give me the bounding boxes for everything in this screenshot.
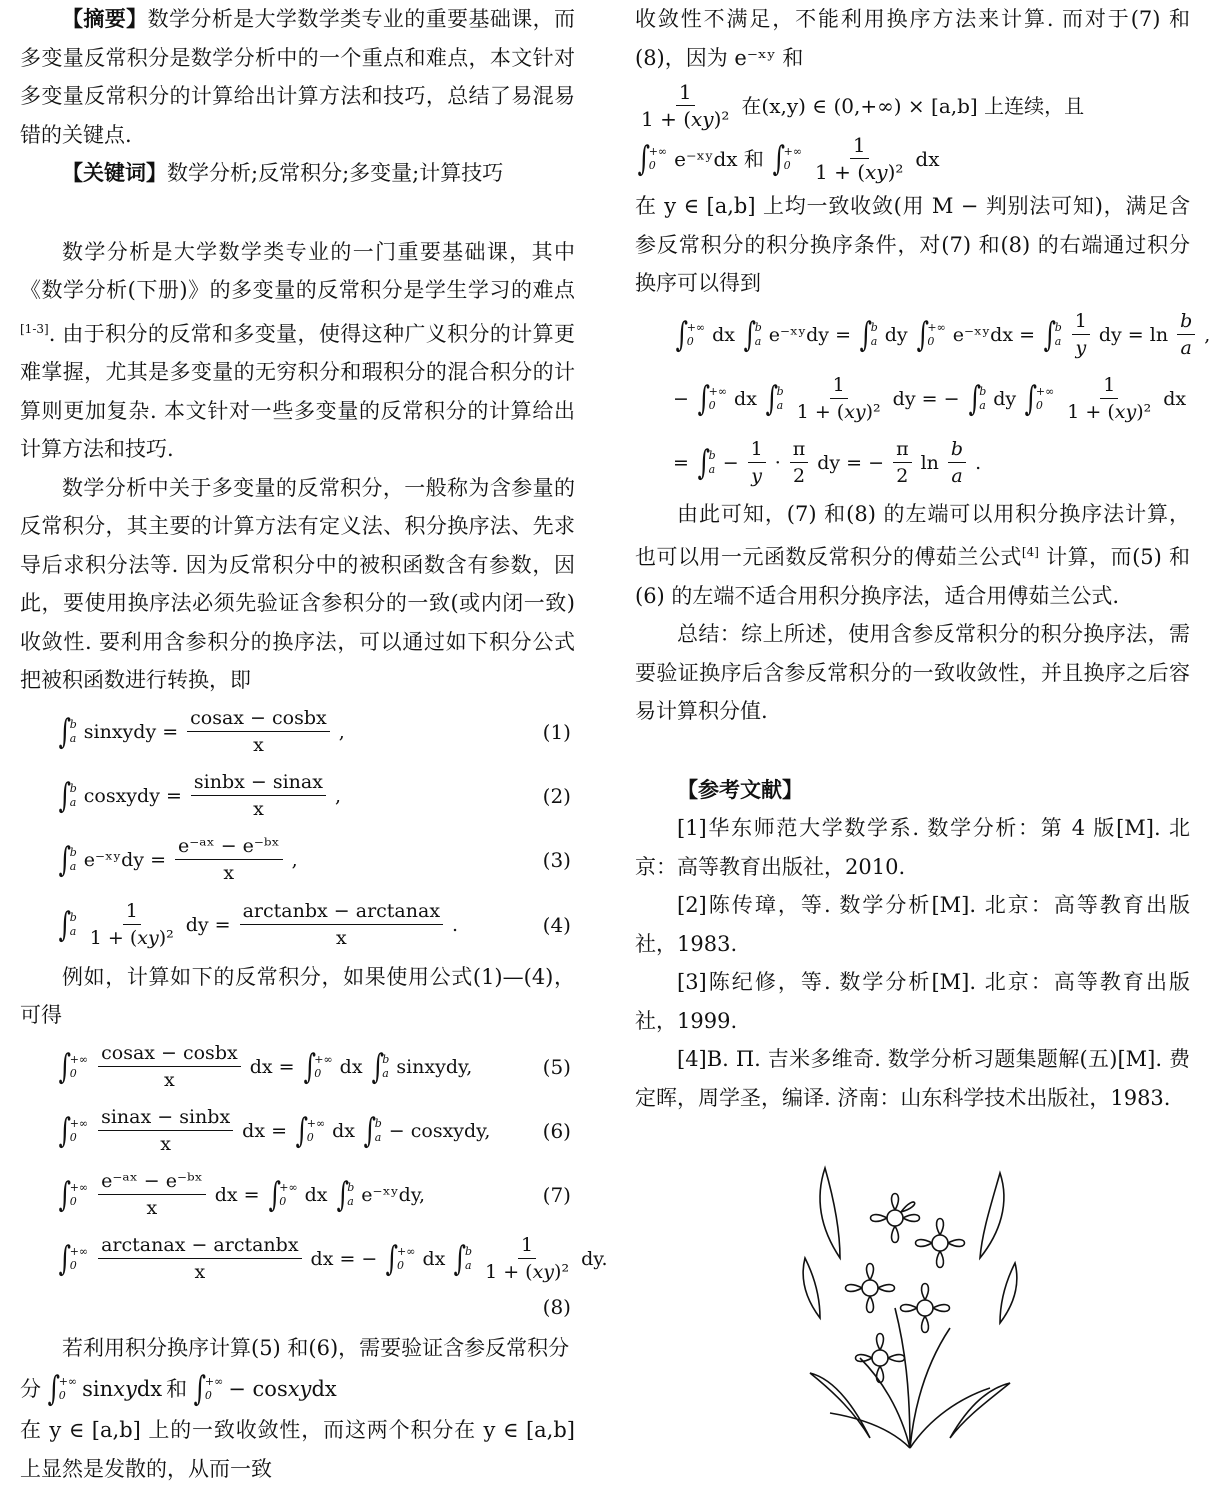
derivation-3: = ∫ b a − $\frac{1}{y}$ · $\frac{\pi}{2}$ dy = − $\frac{\pi}{2}$ ln $\frac{b}{a}$ . <box>673 438 982 487</box>
equation-8: ∫ +∞ 0 $\frac{\text{arctanax − arctanbx}}{x}$ dx = − ∫ +∞ 0 dx ∫ b a $\frac{1}{\text{1 + (xy)²}}$ dy. <box>58 1234 608 1283</box>
example-paragraph: 例如，计算如下的反常积分，如果使用公式(1)—(4)，可得 <box>20 964 575 1027</box>
convergence-integrals: ∫ +∞ 0 e⁻ˣʸdx 和 ∫ +∞ 0 $\frac{1}{\text{1 + (xy)²}}$ dx <box>637 133 940 184</box>
reference-item: [1]华东师范大学数学系. 数学分析：第 4 版[M]. 北京：高等教育出版社，2010. <box>635 816 1190 879</box>
continuation-paragraph: 收敛性不满足，不能利用换序方法来计算. 而对于(7) 和(8)，因为 e⁻ˣʸ 和 <box>635 7 1190 70</box>
equation-number: (3) <box>542 847 571 872</box>
equation-number: (1) <box>542 719 571 744</box>
conclusion-paragraph: 由此可知，(7) 和(8) 的左端可以用积分换序法计算，也可以用一元函数反常积分的傅茹兰公式[4] 计算，而(5) 和(6) 的左端不适合用积分换序法，适合用傅茹兰公式. <box>635 501 1190 608</box>
reference-item: [4]B. П. 吉米多维奇. 数学分析习题集题解(五)[M]. 费定晖，周学圣，编译. 济南：山东科学技术出版社，1983. <box>635 1047 1190 1110</box>
equation-1: ∫ b a sinxydy = $\frac{\text{cosax − cosbx}}{x}$ , (1) <box>58 707 571 756</box>
equation-number: (5) <box>542 1054 571 1079</box>
reference-item: [3]陈纪修，等. 数学分析[M]. 北京：高等教育出版社，1999. <box>635 970 1190 1033</box>
summary-paragraph: 总结：综上所述，使用含参反常积分的积分换序法，需要验证换序后含参反常积分的一致收敛性，并且换序之后容易计算积分值. <box>635 622 1190 723</box>
equation-number: (8) <box>542 1294 571 1319</box>
equation-6: ∫ +∞ 0 $\frac{\text{sinax − sinbx}}{x}$ dx = ∫ +∞ 0 dx ∫ b a − cosxydy, (6) <box>58 1106 571 1155</box>
reference-item: [2]陈传璋，等. 数学分析[M]. 北京：高等教育出版社，1983. <box>635 893 1190 956</box>
swap-paragraph-end: 在 y ∈ [a,b] 上的一致收敛性，而这两个积分在 y ∈ [a,b] 上显然是发散的，从而一致 <box>20 1418 575 1481</box>
abstract-label: 【摘要】 <box>62 7 148 31</box>
equation-number: (2) <box>542 783 571 808</box>
references-heading: 【参考文献】 <box>677 777 803 802</box>
intro-paragraph: 数学分析是大学数学类专业的一门重要基础课，其中《数学分析(下册)》的多变量的反常积分是学生学习的难点[1-3]. 由于积分的反常和多变量，使得这种广义积分的计算更难掌握，尤其是多变量的无穷积分和瑕积分的混合积分的计算则更加复杂. 本文针对一些多变量的反常积分的计算给出计算方法和技巧. <box>20 239 575 461</box>
references <box>635 771 1190 1118</box>
equation-number: (4) <box>542 912 571 937</box>
citation: [4] <box>1021 545 1039 559</box>
equation-number: (7) <box>542 1182 571 1207</box>
flower-icon <box>800 1148 1020 1448</box>
continuity-fraction: $\frac{1}{\text{1 + (xy)²}}$ 在(x,y) ∈ (0,+∞) × [a,b] 上连续，且 <box>641 80 1085 131</box>
keywords-text: 数学分析;反常积分;多变量;计算技巧 <box>167 161 504 185</box>
equation-number: (6) <box>542 1118 571 1143</box>
derivation-1: ∫ +∞ 0 dx ∫ b a e⁻ˣʸdy = ∫ b a dy ∫ +∞ 0 e⁻ˣʸdx = ∫ b a $\frac{1}{y}$ dy = ln $\frac{b}{a}$ , <box>675 310 1210 359</box>
derivation-2: − ∫ +∞ 0 dx ∫ b a $\frac{1}{\text{1 + (xy)²}}$ dy = − ∫ b a dy ∫ +∞ 0 $\frac{1}{\text{1 + (xy)²}}$ dx <box>673 374 1187 423</box>
methods-paragraph: 数学分析中关于多变量的反常积分，一般称为含参量的反常积分，其主要的计算方法有定义法、积分换序法、先求导后求积分法等. 因为反常积分中的被积函数含有参数，因此，要使用换序法必须先验证含参积分的一致(或内闭一致)收敛性. 要利用含参积分的换序法，可以通过如下积分公式把被积函数进行转换，即 <box>20 475 575 692</box>
keywords-label: 【关键词】 <box>62 161 167 185</box>
citation: [1-3] <box>20 321 49 336</box>
equation-4: ∫ b a $\frac{1}{\text{1 + (xy)²}}$ dy = $\frac{\text{arctanbx − arctanax}}{x}$ . (4) <box>58 900 571 949</box>
equation-2: ∫ b a cosxydy = $\frac{\text{sinbx − sinax}}{x}$ , (2) <box>58 771 571 820</box>
swap-integrals-line: 分 ∫ +∞ 0 sinxydx 和 ∫ +∞ 0 − cosxydx <box>20 1369 337 1409</box>
swap-paragraph: 若利用积分换序计算(5) 和(6)，需要验证含参反常积分 <box>62 1335 570 1360</box>
equation-7: ∫ +∞ 0 $\frac{\text{e⁻ᵃˣ − e⁻ᵇˣ}}{x}$ dx = ∫ +∞ 0 dx ∫ b a e⁻ˣʸdy, (7) <box>58 1170 571 1219</box>
abstract-text: 数学分析是大学数学类专业的重要基础课，而多变量反常积分是数学分析中的一个重点和难点，本文针对多变量反常积分的计算给出计算方法和技巧，总结了易混易错的关键点. <box>20 7 576 147</box>
keywords <box>20 154 575 193</box>
left-column <box>20 0 608 1488</box>
abstract <box>20 0 575 154</box>
convergence-paragraph: 在 y ∈ [a,b] 上均一致收敛(用 M − 判别法可知)，满足含参反常积分的积分换序条件，对(7) 和(8) 的右端通过积分换序可以得到 <box>635 194 1190 295</box>
equation-3: ∫ b a e⁻ˣʸdy = $\frac{\text{e⁻ᵃˣ − e⁻ᵇˣ}}{x}$ , (3) <box>58 835 571 884</box>
equation-5: ∫ +∞ 0 $\frac{\text{cosax − cosbx}}{x}$ dx = ∫ +∞ 0 dx ∫ b a sinxydy, (5) <box>58 1042 571 1091</box>
right-column <box>635 0 1210 1117</box>
